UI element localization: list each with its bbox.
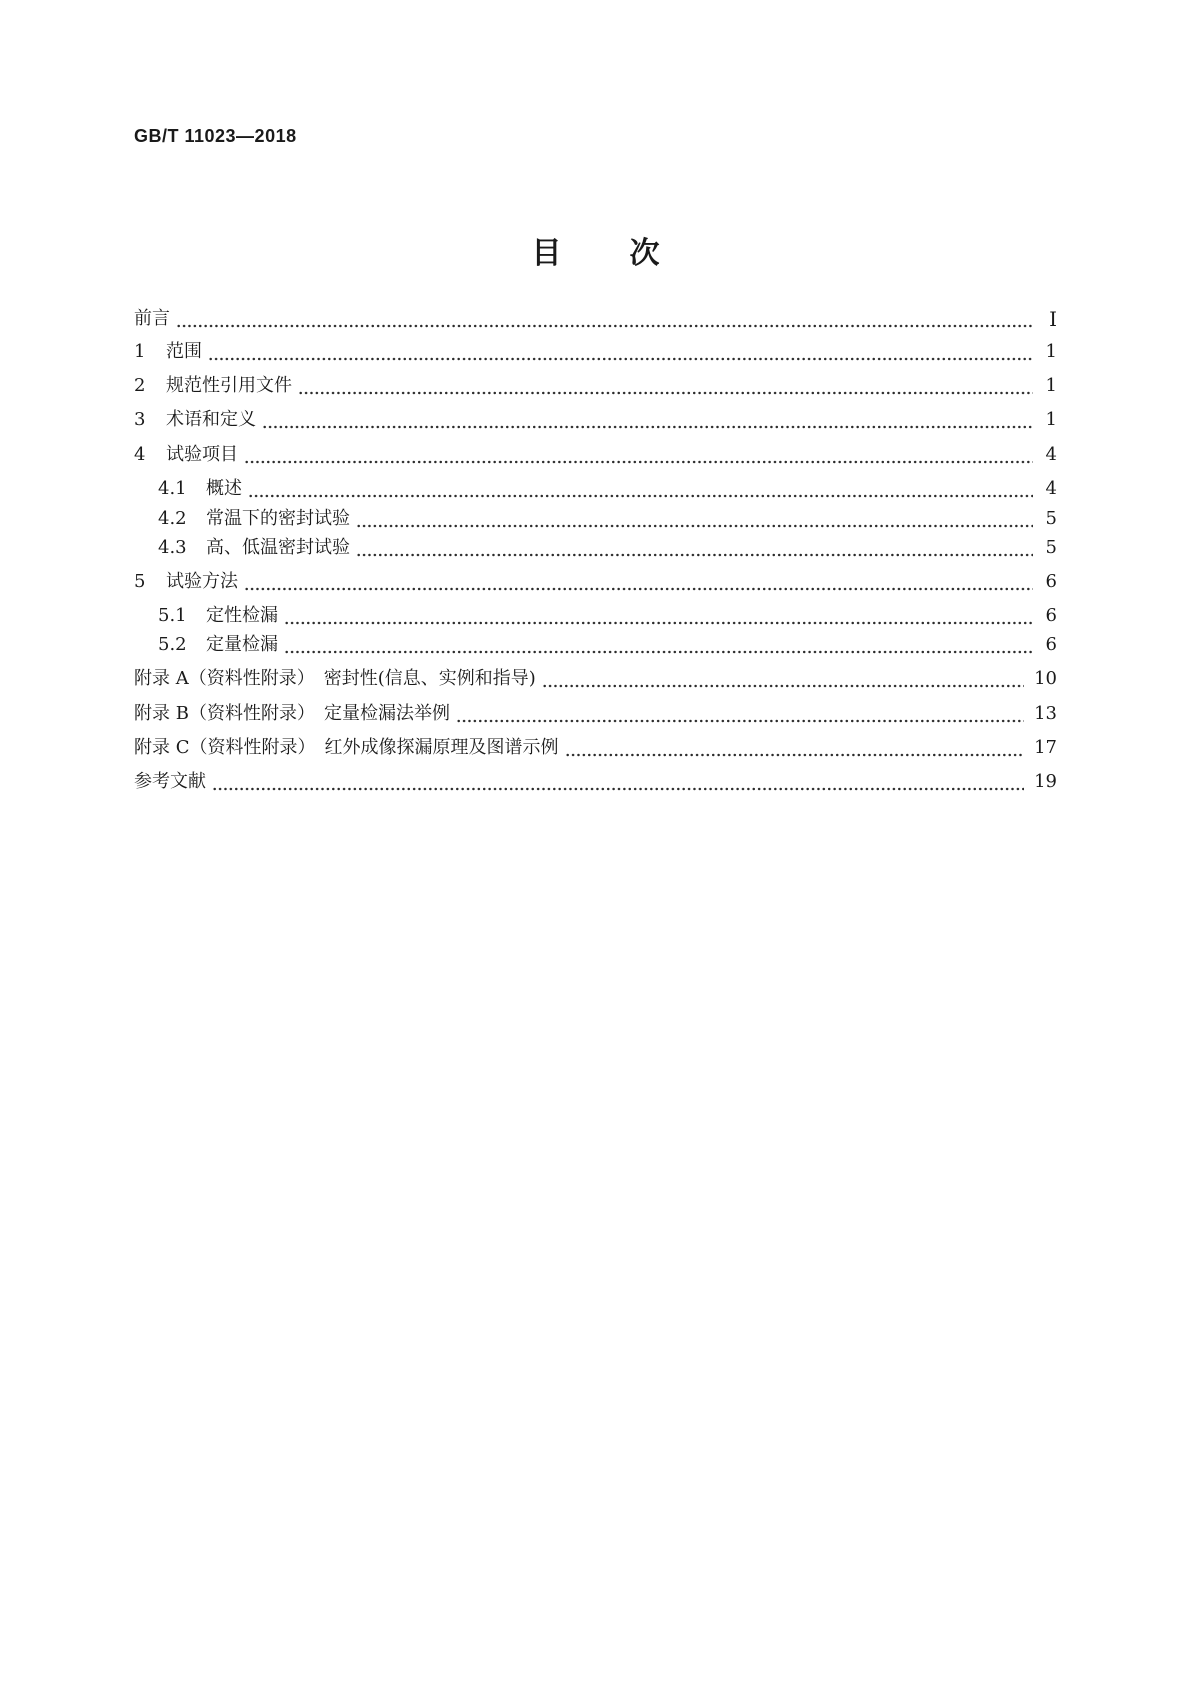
- toc-entry-qualitative-leak-detection[interactable]: [158, 603, 1057, 629]
- toc-entry-bibliography[interactable]: [134, 769, 1057, 795]
- toc-entry-test-methods[interactable]: [134, 569, 1057, 595]
- toc-entry-label: 高、低温密封试验: [206, 537, 350, 558]
- toc-entry-label: 试验方法: [166, 571, 238, 592]
- toc-leader-dots: [565, 735, 1025, 761]
- toc-leader-dots: [248, 476, 1033, 502]
- toc-entry-number: 5.2: [158, 634, 187, 655]
- toc-leader-dots: [298, 373, 1033, 399]
- toc-entry-number: 4.3: [158, 537, 187, 558]
- toc-entry-label: 范围: [166, 341, 202, 362]
- toc-entry-number: 4.1: [158, 478, 187, 499]
- toc-entry-high-low-temp-seal-test[interactable]: [158, 535, 1057, 561]
- toc-entry-label: 附录 B（资料性附录） 定量检漏法举例: [134, 703, 450, 724]
- toc-leader-dots: [176, 306, 1033, 332]
- toc-leader-dots: [356, 506, 1033, 532]
- toc-entry-room-temp-seal-test[interactable]: [158, 506, 1057, 532]
- toc-entry-number: 1: [134, 341, 146, 362]
- toc-entry-label: 概述: [206, 478, 242, 499]
- toc-title-part1: 目: [531, 236, 562, 271]
- toc-leader-dots: [284, 632, 1033, 658]
- toc-entry-page: 1: [1045, 409, 1057, 430]
- toc-entry-page: 13: [1034, 703, 1057, 724]
- toc-entry-label: 常温下的密封试验: [206, 508, 350, 529]
- toc-title-part2: 次: [629, 236, 660, 271]
- toc-leader-dots: [212, 769, 1024, 795]
- toc-entry-number: 4: [134, 444, 146, 465]
- toc-entry-page: 4: [1045, 478, 1057, 499]
- toc-entry-label: 参考文献: [134, 771, 206, 792]
- toc-entry-number: 5: [134, 571, 146, 592]
- toc-entry-quantitative-leak-detection[interactable]: [158, 632, 1057, 658]
- toc-entry-label: 术语和定义: [166, 409, 256, 430]
- toc-entry-number: 2: [134, 375, 146, 396]
- toc-entry-annex-b[interactable]: [134, 701, 1057, 727]
- toc-entry-label: 规范性引用文件: [166, 375, 292, 396]
- toc-entry-normative-references[interactable]: [134, 373, 1057, 399]
- toc-entry-page: 5: [1045, 508, 1057, 529]
- toc-leader-dots: [262, 407, 1033, 433]
- toc-entry-overview[interactable]: [158, 476, 1057, 502]
- toc-entry-page: 1: [1045, 375, 1057, 396]
- toc-entry-terms-definitions[interactable]: [134, 407, 1057, 433]
- toc-entry-page: 6: [1045, 634, 1057, 655]
- toc-title: [0, 228, 1191, 272]
- toc-entry-page: 4: [1045, 444, 1057, 465]
- toc-leader-dots: [542, 666, 1024, 692]
- toc-leader-dots: [244, 442, 1033, 468]
- toc-entry-number: 3: [134, 409, 146, 430]
- toc-entry-label: 定性检漏: [206, 605, 278, 626]
- toc-leader-dots: [284, 603, 1033, 629]
- toc-entry-label: 试验项目: [166, 444, 238, 465]
- toc-entry-label: 前言: [134, 308, 170, 329]
- standard-number: GB/T 11023—2018: [134, 126, 297, 146]
- toc-entry-page: 19: [1034, 771, 1057, 792]
- toc-entry-annex-c[interactable]: [134, 735, 1057, 761]
- toc-entry-scope[interactable]: [134, 339, 1057, 365]
- toc-leader-dots: [456, 701, 1024, 727]
- toc-entry-label: 附录 C（资料性附录） 红外成像探漏原理及图谱示例: [134, 737, 559, 758]
- toc-entry-page: 6: [1045, 571, 1057, 592]
- toc-entry-foreword[interactable]: [134, 306, 1057, 332]
- toc-leader-dots: [244, 569, 1033, 595]
- toc-entry-page: 1: [1045, 341, 1057, 362]
- toc-entry-page: 10: [1034, 668, 1057, 689]
- toc-entry-page: Ⅰ: [1049, 307, 1057, 331]
- toc-entry-page: 6: [1045, 605, 1057, 626]
- toc-entry-label: 附录 A（资料性附录） 密封性(信息、实例和指导): [134, 668, 536, 689]
- toc-entry-test-items[interactable]: [134, 442, 1057, 468]
- toc-entry-number: 4.2: [158, 508, 187, 529]
- toc-leader-dots: [208, 339, 1033, 365]
- toc-leader-dots: [356, 535, 1033, 561]
- toc-entry-page: 17: [1034, 737, 1057, 758]
- toc-entry-number: 5.1: [158, 605, 187, 626]
- toc-entry-page: 5: [1045, 537, 1057, 558]
- toc-entry-annex-a[interactable]: [134, 666, 1057, 692]
- toc-entry-label: 定量检漏: [206, 634, 278, 655]
